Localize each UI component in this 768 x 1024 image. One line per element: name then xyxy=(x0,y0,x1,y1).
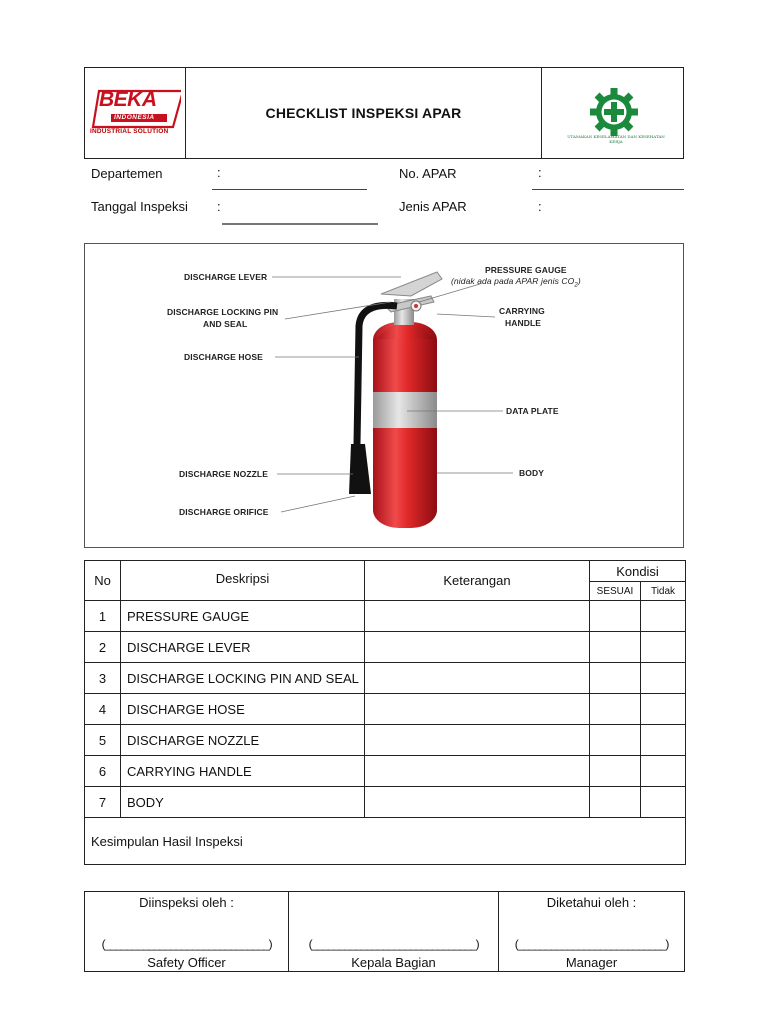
fire-extinguisher-illustration xyxy=(85,244,683,547)
logo-sub2: INDUSTRIAL SOLUTION xyxy=(90,128,169,135)
kepala-bagian-label: Kepala Bagian xyxy=(351,955,436,970)
label-locking-pin-1: DISCHARGE LOCKING PIN xyxy=(167,307,279,317)
row-deskripsi: BODY xyxy=(121,787,365,818)
checklist-table xyxy=(84,560,686,865)
header-kondisi: Kondisi xyxy=(590,561,686,582)
row-keterangan-cell[interactable] xyxy=(365,694,590,725)
table-row xyxy=(85,694,686,725)
signature-blank-safety-officer[interactable]: (______________________________) xyxy=(101,937,272,951)
row-deskripsi: DISCHARGE LEVER xyxy=(121,632,365,663)
signature-col-safety-officer xyxy=(85,892,289,971)
header-tidak: Tidak xyxy=(641,582,686,601)
label-body: BODY xyxy=(519,468,544,478)
label-data-plate: DATA PLATE xyxy=(506,406,559,416)
logo-sub1: INDONESIA xyxy=(114,114,155,121)
row-tidak-cell[interactable] xyxy=(641,601,686,632)
row-keterangan-cell[interactable] xyxy=(365,787,590,818)
row-no: 4 xyxy=(85,694,121,725)
logo-name: BEKA xyxy=(99,88,157,111)
departemen-label: Departemen xyxy=(91,166,163,181)
row-no: 2 xyxy=(85,632,121,663)
label-pressure-gauge-note: (nidak ada pada APAR jenis $CO_2$) xyxy=(451,276,581,289)
row-tidak-cell[interactable] xyxy=(641,787,686,818)
logo-cell xyxy=(85,68,186,158)
row-keterangan-cell[interactable] xyxy=(365,632,590,663)
row-no: 1 xyxy=(85,601,121,632)
label-locking-pin-2: AND SEAL xyxy=(203,319,248,329)
label-carrying-handle-2: HANDLE xyxy=(505,318,542,328)
header xyxy=(84,67,684,159)
row-deskripsi: CARRYING HANDLE xyxy=(121,756,365,787)
row-tidak-cell[interactable] xyxy=(641,632,686,663)
departemen-field[interactable] xyxy=(212,189,367,190)
row-sesuai-cell[interactable] xyxy=(590,725,641,756)
no-apar-field[interactable] xyxy=(532,189,684,190)
header-no: No xyxy=(85,561,121,601)
row-sesuai-cell[interactable] xyxy=(590,601,641,632)
row-tidak-cell[interactable] xyxy=(641,756,686,787)
k3-logo-text: UTAMAKAN KESELAMATAN DAN KESEHATAN KERJA xyxy=(567,134,665,144)
row-tidak-cell[interactable] xyxy=(641,725,686,756)
no-apar-colon: : xyxy=(538,165,542,180)
signature-blank-manager[interactable]: (___________________________) xyxy=(514,937,669,951)
k3-cell xyxy=(542,68,684,158)
signature-box xyxy=(84,891,685,972)
label-pressure-gauge: PRESSURE GAUGE xyxy=(485,265,567,275)
tanggal-label: Tanggal Inspeksi xyxy=(91,199,188,214)
row-deskripsi: DISCHARGE HOSE xyxy=(121,694,365,725)
k3-gear-cross-icon xyxy=(584,87,644,137)
no-apar-label: No. APAR xyxy=(399,166,457,181)
row-deskripsi: PRESSURE GAUGE xyxy=(121,601,365,632)
row-no: 5 xyxy=(85,725,121,756)
row-keterangan-cell[interactable] xyxy=(365,601,590,632)
jenis-apar-colon: : xyxy=(538,199,542,214)
label-discharge-hose: DISCHARGE HOSE xyxy=(184,352,263,362)
diketahui-label: Diketahui oleh : xyxy=(546,895,637,910)
row-tidak-cell[interactable] xyxy=(641,694,686,725)
table-row xyxy=(85,787,686,818)
row-keterangan-cell[interactable] xyxy=(365,725,590,756)
page-title: CHECKLIST INSPEKSI APAR xyxy=(265,105,462,121)
row-keterangan-cell[interactable] xyxy=(365,756,590,787)
row-sesuai-cell[interactable] xyxy=(590,632,641,663)
row-deskripsi: DISCHARGE LOCKING PIN AND SEAL xyxy=(121,663,365,694)
header-sesuai: SESUAI xyxy=(590,582,641,601)
table-row xyxy=(85,756,686,787)
label-carrying-handle-1: CARRYING xyxy=(499,306,545,316)
departemen-colon: : xyxy=(217,165,221,180)
label-discharge-nozzle: DISCHARGE NOZZLE xyxy=(179,469,268,479)
label-discharge-orifice: DISCHARGE ORIFICE xyxy=(179,507,269,517)
table-row xyxy=(85,725,686,756)
diinspeksi-label: Diinspeksi oleh : xyxy=(139,895,234,910)
safety-officer-label: Safety Officer xyxy=(147,955,226,970)
row-no: 6 xyxy=(85,756,121,787)
row-deskripsi: DISCHARGE NOZZLE xyxy=(121,725,365,756)
manager-label: Manager xyxy=(565,955,618,970)
kesimpulan-cell[interactable]: Kesimpulan Hasil Inspeksi xyxy=(85,818,686,865)
tanggal-colon: : xyxy=(217,199,221,214)
signature-col-manager xyxy=(499,892,684,971)
row-sesuai-cell[interactable] xyxy=(590,663,641,694)
row-sesuai-cell[interactable] xyxy=(590,787,641,818)
label-discharge-lever: DISCHARGE LEVER xyxy=(184,272,268,282)
row-sesuai-cell[interactable] xyxy=(590,694,641,725)
title-cell xyxy=(186,68,542,158)
header-keterangan: Keterangan xyxy=(365,561,590,601)
jenis-apar-label: Jenis APAR xyxy=(399,199,467,214)
row-no: 3 xyxy=(85,663,121,694)
signature-blank-kepala-bagian[interactable]: (______________________________) xyxy=(308,937,479,951)
row-no: 7 xyxy=(85,787,121,818)
row-keterangan-cell[interactable] xyxy=(365,663,590,694)
table-row xyxy=(85,632,686,663)
row-sesuai-cell[interactable] xyxy=(590,756,641,787)
tanggal-field[interactable] xyxy=(222,223,378,225)
signature-col-kepala-bagian xyxy=(289,892,499,971)
table-row xyxy=(85,663,686,694)
header-deskripsi: Deskripsi xyxy=(121,561,365,601)
table-row xyxy=(85,601,686,632)
row-tidak-cell[interactable] xyxy=(641,663,686,694)
extinguisher-diagram xyxy=(84,243,684,548)
